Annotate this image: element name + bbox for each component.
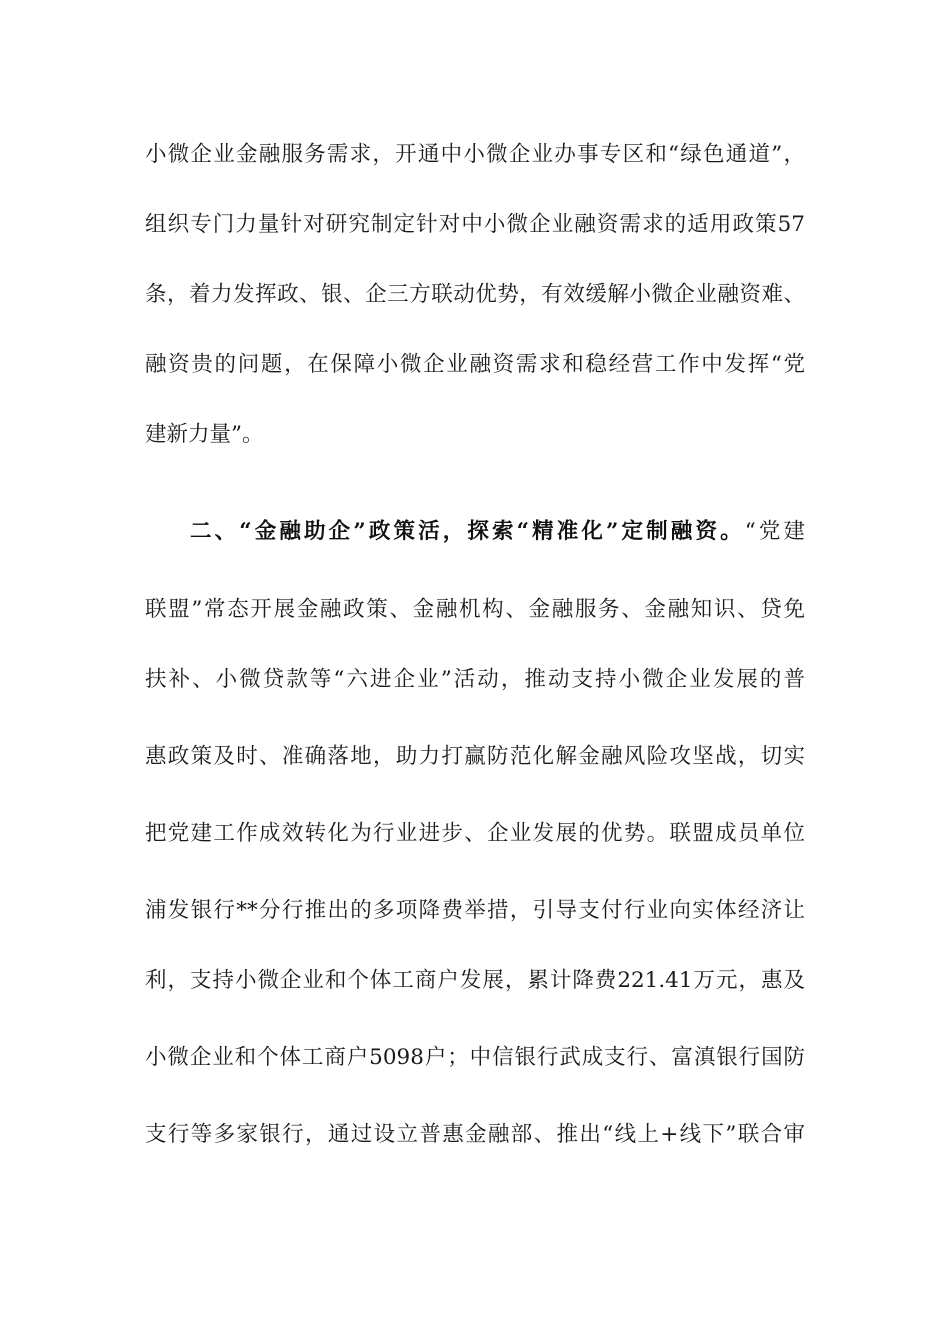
paragraph2-line-7: 利，支持小微企业和个体工商户发展，累计降费221.41万元，惠及 bbox=[145, 968, 805, 993]
paragraph2-line-6: 浦发银行**分行推出的多项降费举措，引导支付行业向实体经济让 bbox=[145, 898, 805, 923]
paragraph2-line-4: 惠政策及时、准确落地，助力打赢防范化解金融风险攻坚战，切实 bbox=[145, 744, 805, 769]
paragraph2-line-3: 扶补、小微贷款等“六进企业”活动，推动支持小微企业发展的普 bbox=[145, 667, 805, 692]
paragraph2-line-9: 支行等多家银行，通过设立普惠金融部、推出“线上+线下”联合审 bbox=[145, 1122, 805, 1147]
section-heading: 二、“金融助企”政策活，探索“精准化”定制融资。 bbox=[190, 519, 745, 544]
paragraph2-first-line-rest: “党建 bbox=[744, 519, 805, 544]
paragraph1-line-2: 组织专门力量针对研究制定针对中小微企业融资需求的适用政策57 bbox=[145, 212, 805, 237]
paragraph1-line-5: 建新力量”。 bbox=[145, 422, 264, 447]
paragraph2-first-line bbox=[190, 512, 805, 552]
paragraph1-line-4: 融资贵的问题，在保障小微企业融资需求和稳经营工作中发挥“党 bbox=[145, 352, 805, 377]
paragraph2-line-8: 小微企业和个体工商户5098户；中信银行武成支行、富滇银行国防 bbox=[145, 1045, 805, 1070]
paragraph1-line-1: 小微企业金融服务需求，开通中小微企业办事专区和“绿色通道”， bbox=[145, 142, 805, 167]
paragraph2-line-2: 联盟”常态开展金融政策、金融机构、金融服务、金融知识、贷免 bbox=[145, 597, 805, 622]
paragraph2-line-5: 把党建工作成效转化为行业进步、企业发展的优势。联盟成员单位 bbox=[145, 821, 805, 846]
paragraph1-line-3: 条，着力发挥政、银、企三方联动优势，有效缓解小微企业融资难、 bbox=[145, 282, 805, 307]
